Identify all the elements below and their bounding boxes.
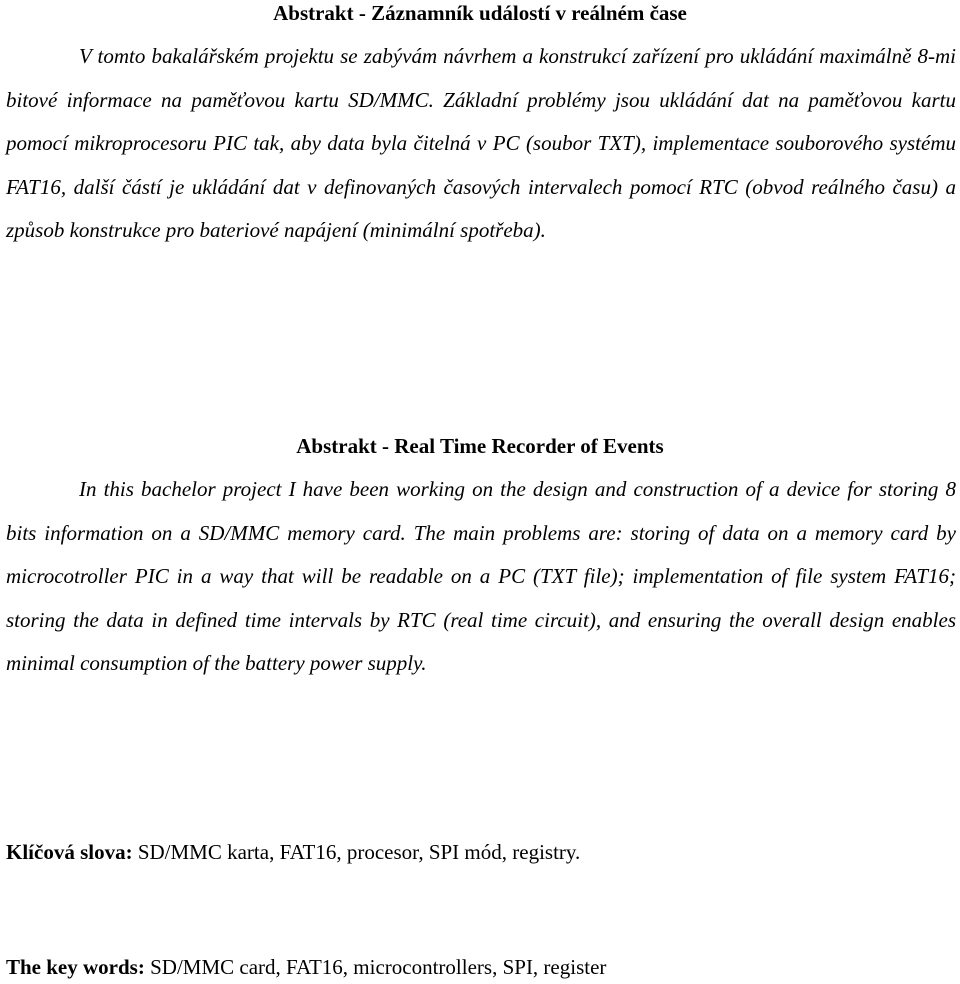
english-keywords-label: The key words: [6,955,145,979]
czech-abstract-body: V tomto bakalářském projektu se zabývám návrhem a konstrukcí zařízení pro ukládání maximálně 8-mi bitové informace na paměťovou kartu SD/MMC. Základní problémy jsou ukládání dat na paměťovou kartu pomocí mikroprocesoru PIC tak, aby data byla čitelná v PC (soubor TXT), implementace souborového systému FAT16, další částí je ukládání dat v definovaných časových intervalech pomocí RTC (obvod reálného času) a způsob konstrukce pro bateriové napájení (minimální spotřeba). [6,44,956,242]
czech-keywords-text: SD/MMC karta, FAT16, procesor, SPI mód, registry. [132,840,581,864]
english-abstract-body: In this bachelor project I have been working on the design and construction of a device for storing 8 bits information on a SD/MMC memory card. The main problems are: storing of data on a memory card by microcotroller PIC in a way that will be readable on a PC (TXT file); implementation of file system FAT16; storing the data in defined time intervals by RTC (real time circuit), and ensuring the overall design enables minimal consumption of the battery power supply. [6,477,956,676]
english-keywords-text: SD/MMC card, FAT16, microcontrollers, SPI, register [144,955,607,979]
english-keywords [6,954,956,980]
czech-keywords [6,839,956,865]
czech-abstract-title: Abstrakt - Záznamník událostí v reálném čase [273,1,687,25]
czech-keywords-label: Klíčová slova: [6,840,133,864]
english-abstract-title: Abstrakt - Real Time Recorder of Events [296,434,664,458]
